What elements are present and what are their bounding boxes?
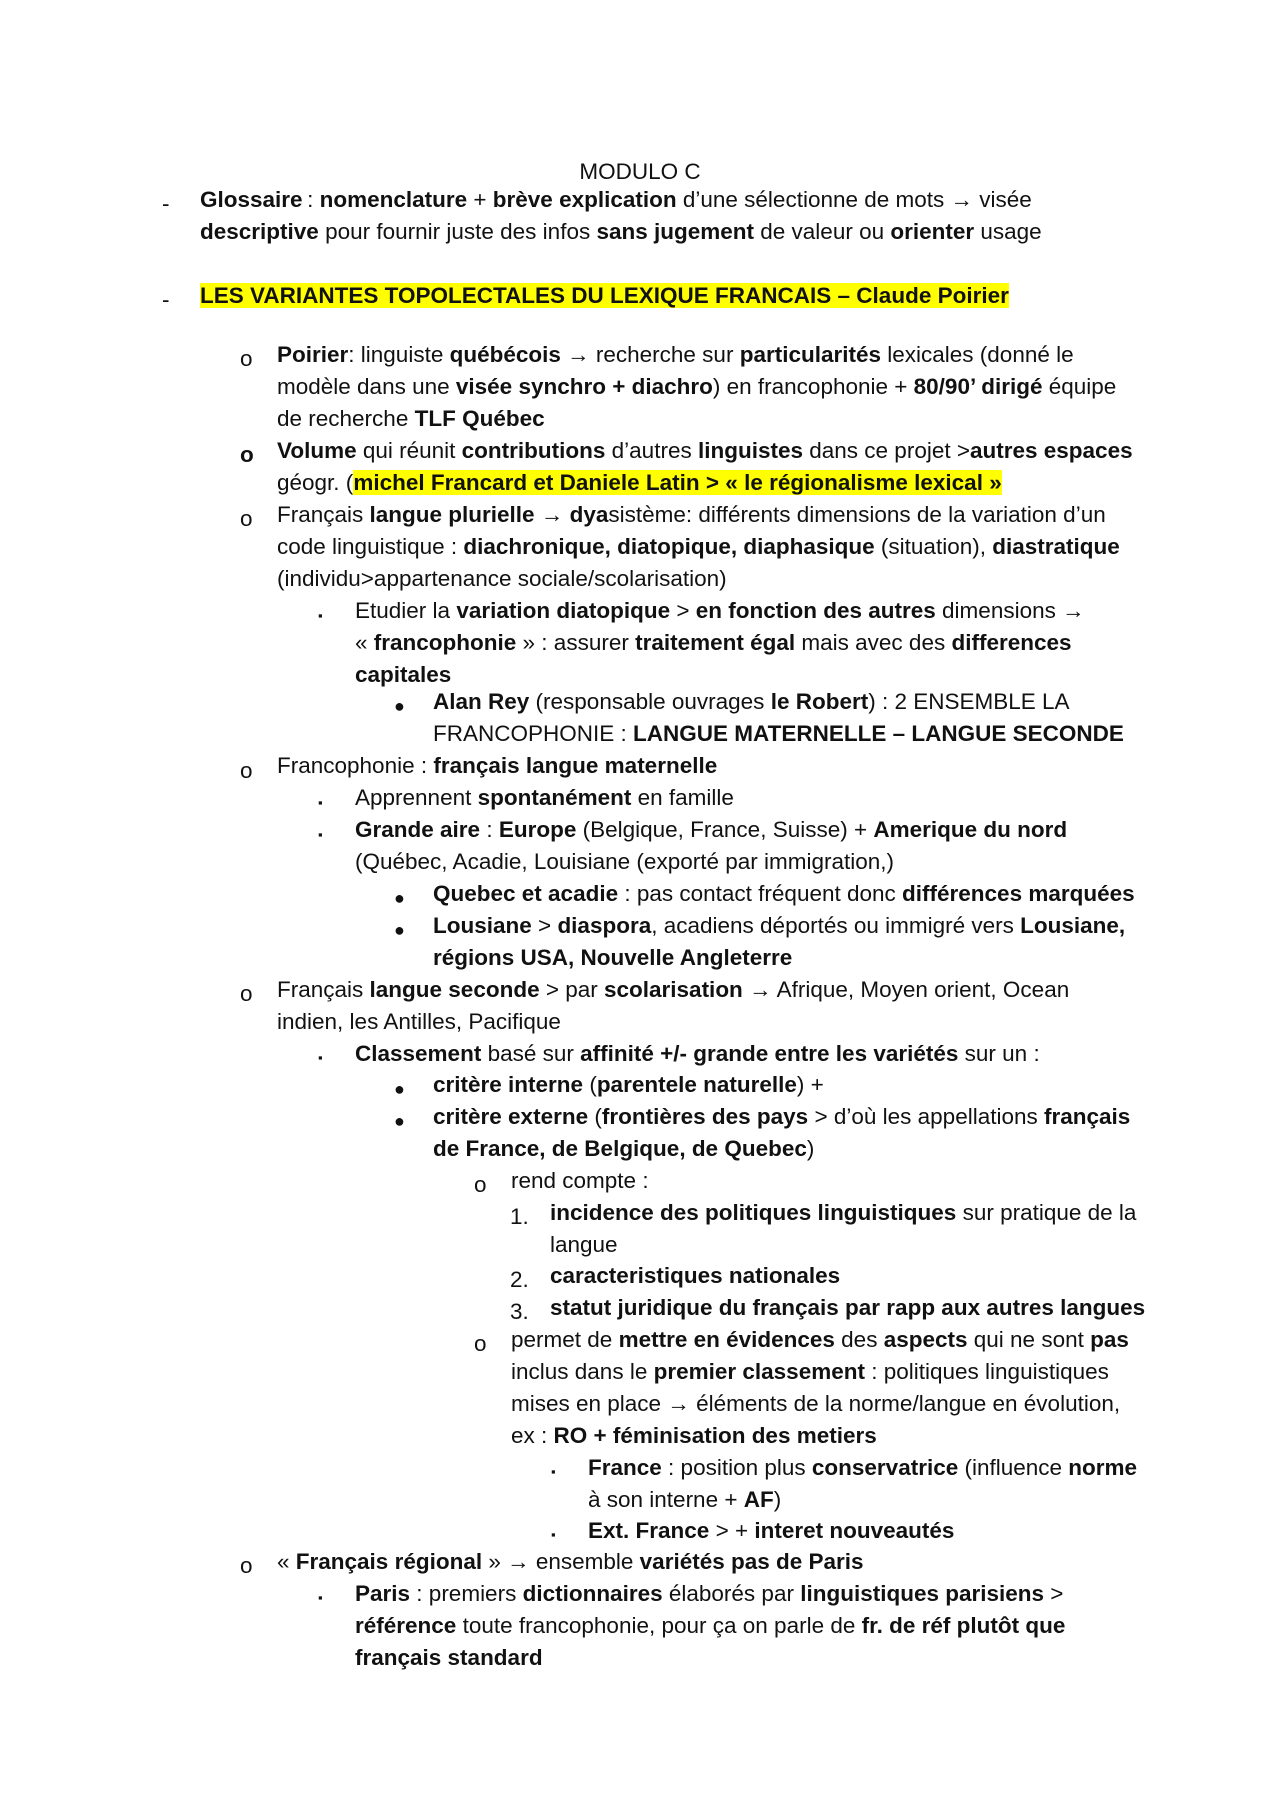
text-run: québécois	[449, 342, 561, 367]
text-run: dimensions →	[935, 598, 1085, 623]
text-run: indien, les Antilles, Pacifique	[277, 1009, 561, 1034]
square-bullet: ▪	[318, 795, 323, 810]
text-run: Volume	[277, 438, 357, 463]
text-run: d’autres	[605, 438, 698, 463]
text-line	[588, 1484, 781, 1516]
text-run: visée synchro + diachro	[455, 374, 713, 399]
text-run: sur un :	[958, 1041, 1040, 1066]
text-line	[277, 435, 1133, 467]
text-run: français standard	[355, 1645, 543, 1670]
text-line	[277, 750, 717, 782]
text-run: variétés pas de Paris	[639, 1549, 864, 1574]
section-heading	[200, 280, 1009, 312]
text-run: critère interne	[433, 1072, 584, 1097]
text-run: ex :	[511, 1423, 554, 1448]
text-line	[355, 595, 1085, 627]
text-run: > par	[539, 977, 604, 1002]
text-run: conservatrice	[811, 1455, 959, 1480]
text-run: modèle dans une	[277, 374, 456, 399]
o-bullet: o	[474, 1172, 487, 1197]
text-line	[433, 1133, 814, 1165]
text-run: inclus dans le	[511, 1359, 654, 1384]
text-run: sur pratique de la	[956, 1200, 1137, 1225]
text-run: traitement égal	[635, 630, 796, 655]
text-line	[277, 563, 727, 595]
o-bullet: o	[240, 981, 253, 1006]
text-run: frontières des pays	[601, 1104, 809, 1129]
o-bullet: o	[240, 1553, 253, 1578]
text-run: Glossaire	[200, 187, 303, 212]
dash-bullet: -	[162, 287, 170, 312]
text-run: Quebec et acadie	[433, 881, 619, 906]
o-bullet: o	[240, 442, 254, 467]
text-run: diastratique	[992, 534, 1120, 559]
text-run: des	[834, 1327, 884, 1352]
text-run: RO + féminisation des metiers	[553, 1423, 877, 1448]
o-bullet: o	[240, 758, 253, 783]
text-run: norme	[1068, 1455, 1138, 1480]
text-run: particularités	[739, 342, 882, 367]
text-run: → recherche sur	[560, 342, 740, 367]
text-line	[433, 686, 1070, 718]
text-run: scolarisation	[604, 977, 743, 1002]
text-run: mais avec des	[795, 630, 952, 655]
text-line	[433, 910, 1125, 942]
square-bullet: ▪	[318, 1590, 323, 1605]
text-run: en famille	[631, 785, 734, 810]
text-run: aspects	[883, 1327, 968, 1352]
text-run: : premiers	[410, 1581, 523, 1606]
text-run: qui réunit	[356, 438, 462, 463]
text-run: d’une sélectionne de mots → visée	[676, 187, 1032, 212]
text-run: diachronique, diatopique, diaphasique	[463, 534, 875, 559]
text-run: lexicales (donné le	[881, 342, 1074, 367]
text-run: TLF Québec	[414, 406, 545, 431]
square-bullet: ▪	[318, 1050, 323, 1065]
text-run: Poirier	[277, 342, 349, 367]
text-line	[355, 1578, 1063, 1610]
text-line	[433, 1069, 824, 1101]
text-run: (	[583, 1072, 597, 1097]
text-run: :	[480, 817, 499, 842]
text-run: >	[531, 913, 558, 938]
o-bullet: o	[474, 1331, 487, 1356]
text-run: le Robert	[770, 689, 869, 714]
text-run: en fonction des autres	[695, 598, 936, 623]
text-line	[277, 1546, 864, 1578]
text-run: toute francophonie, pour ça on parle de	[456, 1613, 862, 1638]
text-line	[355, 627, 1072, 659]
text-run: permet de	[511, 1327, 619, 1352]
text-run: Français	[277, 977, 370, 1002]
text-line	[277, 467, 1002, 499]
text-run: (influence	[958, 1455, 1069, 1480]
text-run: premier classement	[653, 1359, 865, 1384]
text-run: dya	[569, 502, 609, 527]
text-run: differences	[951, 630, 1072, 655]
text-run: France	[588, 1455, 662, 1480]
page-title: MODULO C	[579, 159, 701, 184]
text-run: Amerique du nord	[873, 817, 1068, 842]
text-run: Classement	[355, 1041, 482, 1066]
text-run: sans jugement	[596, 219, 755, 244]
text-line	[433, 942, 792, 974]
text-run: de recherche	[277, 406, 415, 431]
dot-bullet: ●	[394, 696, 405, 716]
text-run: langue	[550, 1232, 618, 1257]
text-run: sistème: différents dimensions de la variation d’un	[608, 502, 1106, 527]
text-run: >	[670, 598, 696, 623]
text-run: : linguiste	[348, 342, 450, 367]
o-bullet: o	[240, 346, 253, 371]
text-run: AF	[743, 1487, 774, 1512]
text-run: » : assurer	[516, 630, 636, 655]
text-run: descriptive	[200, 219, 319, 244]
text-run: diaspora	[557, 913, 652, 938]
text-line	[588, 1452, 1137, 1484]
text-run: basé sur	[481, 1041, 581, 1066]
text-run: régions USA, Nouvelle Angleterre	[433, 945, 793, 970]
text-run: de valeur ou	[754, 219, 891, 244]
text-run: statut juridique du français par rapp aux autres langues	[550, 1295, 1146, 1320]
text-run: équipe	[1042, 374, 1117, 399]
text-run: (Belgique, France, Suisse) +	[576, 817, 874, 842]
text-run: 80/90’ dirigé	[913, 374, 1043, 399]
text-run: affinité +/- grande entre les variétés	[580, 1041, 959, 1066]
highlighted-text: LES VARIANTES TOPOLECTALES DU LEXIQUE FRANCAIS – Claude Poirier	[200, 283, 1009, 308]
text-run: Français régional	[295, 1549, 483, 1574]
text-line	[511, 1165, 649, 1197]
dot-bullet: ●	[394, 920, 405, 940]
text-run: : pas contact fréquent donc	[618, 881, 903, 906]
text-run: > +	[709, 1518, 755, 1543]
text-run: FRANCOPHONIE :	[433, 721, 634, 746]
text-run: >	[1044, 1581, 1064, 1606]
text-run: → Afrique, Moyen orient, Ocean	[742, 977, 1070, 1002]
text-run: , acadiens déportés ou immigré vers	[651, 913, 1021, 938]
text-line	[433, 718, 1124, 750]
text-line	[433, 1101, 1130, 1133]
text-run: (	[588, 1104, 602, 1129]
dot-bullet: ●	[394, 888, 405, 908]
text-run: (Québec, Acadie, Louisiane (exporté par immigration,)	[355, 849, 895, 874]
text-line	[355, 814, 1067, 846]
text-line	[355, 782, 734, 814]
text-line	[355, 1038, 1040, 1070]
text-run: de France, de Belgique, de Quebec	[433, 1136, 807, 1161]
text-run: critère externe	[433, 1104, 589, 1129]
square-bullet: ▪	[551, 1464, 556, 1479]
text-run: rend compte :	[511, 1168, 649, 1193]
text-run: langue seconde	[369, 977, 540, 1002]
text-run: référence	[355, 1613, 457, 1638]
text-run: contributions	[461, 438, 606, 463]
text-run: →	[534, 502, 570, 527]
text-run: nomenclature	[319, 187, 468, 212]
text-run: français	[1044, 1104, 1131, 1129]
text-run: )	[773, 1487, 782, 1512]
text-line	[550, 1260, 840, 1292]
text-run: «	[277, 1549, 296, 1574]
text-run: : politiques linguistiques	[864, 1359, 1109, 1384]
number-marker: 3.	[510, 1299, 529, 1324]
text-run: pour fournir juste des infos	[318, 219, 597, 244]
text-run: Apprennent	[355, 785, 478, 810]
number-marker: 2.	[510, 1267, 529, 1292]
text-line	[550, 1229, 618, 1261]
dash-bullet: -	[162, 191, 170, 216]
text-run: Ext. France	[588, 1518, 710, 1543]
text-run: élaborés par	[662, 1581, 801, 1606]
text-line	[433, 878, 1135, 910]
text-line	[511, 1356, 1109, 1388]
text-line	[355, 1642, 543, 1674]
number-marker: 1.	[510, 1204, 529, 1229]
text-run: orienter	[890, 219, 975, 244]
text-run: (responsable ouvrages	[529, 689, 771, 714]
text-run: Français	[277, 502, 370, 527]
text-line	[588, 1515, 954, 1547]
text-run: » → ensemble	[482, 1549, 640, 1574]
highlighted-text: michel Francard et Daniele Latin > « le régionalisme lexical »	[353, 470, 1002, 495]
text-line	[355, 846, 894, 878]
text-run: francophonie	[373, 630, 517, 655]
text-run: code linguistique :	[277, 534, 464, 559]
text-run: linguistes	[697, 438, 803, 463]
text-line	[200, 184, 1032, 216]
text-run: Etudier la	[355, 598, 457, 623]
text-run: variation diatopique	[456, 598, 671, 623]
text-run: parentele naturelle	[596, 1072, 797, 1097]
text-run: usage	[974, 219, 1042, 244]
text-run: caracteristiques nationales	[550, 1263, 841, 1288]
text-line	[511, 1324, 1129, 1356]
text-line	[550, 1197, 1136, 1229]
text-run: pas	[1090, 1327, 1129, 1352]
text-run: autres espaces	[969, 438, 1133, 463]
text-line	[511, 1388, 1120, 1420]
text-run: (situation),	[874, 534, 993, 559]
text-run: )	[806, 1136, 815, 1161]
o-bullet: o	[240, 506, 253, 531]
text-run: Grande aire	[355, 817, 481, 842]
text-line	[277, 1006, 561, 1038]
text-run: brève explication	[492, 187, 677, 212]
text-run: langue plurielle	[369, 502, 535, 527]
text-run: français langue maternelle	[433, 753, 718, 778]
text-run: > d’où les appellations	[808, 1104, 1044, 1129]
text-run: dans ce projet >	[803, 438, 970, 463]
text-run: interet nouveautés	[754, 1518, 955, 1543]
text-line	[277, 371, 1116, 403]
text-line	[200, 216, 1042, 248]
square-bullet: ▪	[318, 827, 323, 842]
text-run: : position plus	[661, 1455, 812, 1480]
text-line	[277, 974, 1069, 1006]
text-run: Francophonie :	[277, 753, 434, 778]
text-run: «	[355, 630, 374, 655]
text-line	[277, 339, 1074, 371]
text-run: Europe	[498, 817, 577, 842]
text-run: LANGUE MATERNELLE – LANGUE SECONDE	[633, 721, 1124, 746]
text-run: Alan Rey	[433, 689, 530, 714]
text-run: linguistiques parisiens	[800, 1581, 1045, 1606]
text-run: qui ne sont	[967, 1327, 1091, 1352]
text-run: différences marquées	[902, 881, 1135, 906]
text-run: incidence des politiques linguistiques	[550, 1200, 957, 1225]
text-run: capitales	[355, 662, 452, 687]
text-run: ) en francophonie +	[712, 374, 914, 399]
text-run: Lousiane	[433, 913, 532, 938]
text-run: mettre en évidences	[618, 1327, 835, 1352]
text-run: Lousiane,	[1020, 913, 1126, 938]
dot-bullet: ●	[394, 1111, 405, 1131]
text-line	[355, 1610, 1065, 1642]
text-run: à son interne +	[588, 1487, 744, 1512]
text-run: dictionnaires	[522, 1581, 663, 1606]
square-bullet: ▪	[551, 1527, 556, 1542]
text-line	[277, 531, 1120, 563]
text-run: Paris	[355, 1581, 411, 1606]
text-run: ) +	[796, 1072, 824, 1097]
text-line	[277, 403, 545, 435]
text-run: fr. de réf plutôt que	[861, 1613, 1066, 1638]
text-line	[277, 499, 1106, 531]
text-run: spontanément	[477, 785, 632, 810]
text-run: mises en place → éléments de la norme/langue en évolution,	[511, 1391, 1121, 1416]
dot-bullet: ●	[394, 1079, 405, 1099]
text-run: géogr. (	[277, 470, 354, 495]
text-run: :	[302, 187, 320, 212]
text-run: +	[467, 187, 493, 212]
text-line	[550, 1292, 1145, 1324]
square-bullet: ▪	[318, 608, 323, 623]
text-run: ) : 2 ENSEMBLE LA	[868, 689, 1070, 714]
text-line	[511, 1420, 877, 1452]
text-run: (individu>appartenance sociale/scolarisation)	[277, 566, 727, 591]
